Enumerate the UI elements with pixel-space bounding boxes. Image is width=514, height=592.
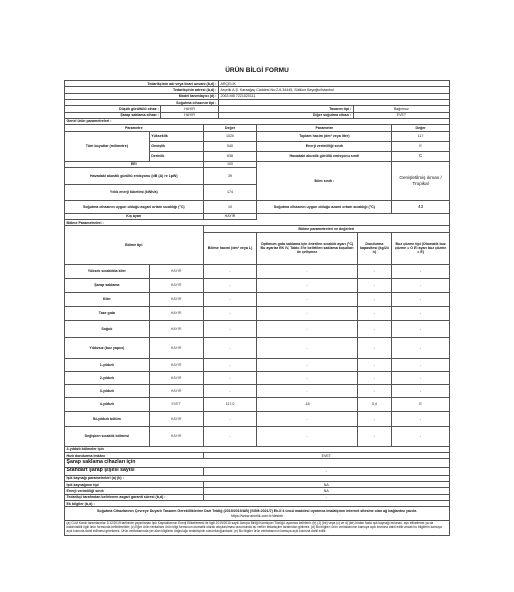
compartment-freeze: - [357,411,392,426]
compartment-defrost: - [392,320,450,337]
height-label: Yükseklik [149,131,203,141]
fast-freeze-label: Hızlı dondurma imkânı [65,453,204,459]
model-value: 2063 MB 7221520111 [219,93,450,99]
compartment-freeze: 3,4 [357,397,392,411]
compartment-freeze: - [357,337,392,358]
compartment-volume: - [203,264,257,278]
compartment-row [65,411,450,426]
regulation-text: Soğutma Cihazlarının Çevreye Duyarlı Tasarım Gerekliliklerine Dair Tebliğ (2019/2019/AB) (SGM:2021/7) Ek-II 4 üncü maddesi uyarınca imalatçının internet sitesine olan ağ bağlantısı yazılır. [96,509,418,514]
compartment-temp: - [257,264,357,278]
height-value: 1020 [203,131,257,141]
footnote: (a) CLM Kanılı tanımlarınlar 1/12/2019 tarihinde yayımlanan Işık Kaynaklarının Enerji Etiketlemesi ile İlgili 2019/2015 sayılı Avrupa Birliği Komisyon Tüzüğü uyarınca belirlenir. (b) (1) (bir) veya (c) ve d) (bir) birden fazla ışık kaynağı bulunan, ayrı etiketleme ya da kaldırılabilir ilgili ürün formunda belirtilmelidir; (c) Eğer ürün veritabanı ürün bilgi formunun otomatik olarak oluşturulması durumunda bu veriler tedarikçiler tarafından girilmez. (d) Bu bilgiler; ürün veritabanının kamuya açık kısmına dahil edilir ancak bu bilgilerin kamuya açık kısmına dahil edilmesi gerekmez. Ürün veritabanında yer alan bilgilerin doğruluğu tedarikçinin sorumluluğundadır. (e) Bu bilgiler ürün veritabanının kamuya açık kısmına dahil edilir. [64,521,450,536]
compartment-present: HAYIR [149,358,203,371]
compartment-freeze: - [357,264,392,278]
compartment-defrost: - [392,384,450,397]
eei-value: 100 [203,161,257,167]
compartment-temp: - [257,306,357,320]
compartment-name: Soğuk [65,320,150,337]
light-type-label: Işık kaynağının tipi [65,482,204,488]
compartment-present: HAYIR [149,278,203,292]
wine-label: Şarap saklama cihazı : [65,112,161,118]
compartment-present: HAYIR [149,337,203,358]
ice-label: Kış ayarı [65,213,204,219]
support-link[interactable]: https://www.arcelik.com.tr/destek [230,514,284,519]
compartment-volume: - [203,358,257,371]
warranty-label: Tedarikçi tarafından belirlenen asgari garanti süresi (b,d) : [65,494,204,500]
compartment-temp: - [257,384,357,397]
bottles-value: - [203,467,449,475]
depth-value: 638 [203,151,257,161]
compartment-defrost: - [392,426,450,446]
compartment-row [65,426,450,446]
general-params-table [64,119,450,220]
supplier-label: Tedarikçinin adı veya ticari unvanı (b,d) : [65,81,219,87]
wine-value: HAYIR [161,112,219,118]
compartment-row [65,384,450,397]
compartments-section-label: Bölme Parametreleri : [65,220,450,226]
compartment-freeze: - [357,278,392,292]
min-temp-label: Soğutma cihazının uygun olduğu asgari ortam sıcaklığı (°C) [65,200,204,213]
light-class-value: NA [203,488,449,494]
ice-value: HAYIR [203,213,257,219]
total-volume-label: Toplam hacim (dm³ veya litre) [257,131,392,141]
param-header-right: Parametre [257,125,392,131]
compartment-defrost: - [392,264,450,278]
noise-class-label: Havadaki akustik gürültü emisyonu sınıfı [257,151,392,161]
compartment-temp: - [257,292,357,306]
bottom-sections-table [64,447,450,522]
compartment-present: HAYIR [149,426,203,446]
star4-section-label: 4-yıldızlı bölmeler için [65,447,450,453]
compartment-freeze: - [357,292,392,306]
type-info-table [64,106,450,119]
opt-temp-header: Optimum gıda saklama için önerilen sıcaklık ayarı (°C) Bu ayarlar EK IV, Tablo 3'te belirtilen saklama koşulları ile çelişmez [257,232,357,264]
low-noise-label: Düşük gürültülü cihaz : [65,106,161,112]
compartment-name: Yüksek sıcaklıkta kiler [65,264,150,278]
compartment-volume: - [203,426,257,446]
general-section-label: Genel ürün parametreleri : [65,119,450,125]
value-header-left: Değer [203,125,257,131]
light-type-value: NA [203,482,449,488]
width-value: 540 [203,141,257,151]
low-noise-value: HAYIR [161,106,219,112]
annual-energy-value: 174 [203,184,257,200]
climate-label: İklim sınıfı : [257,161,392,200]
compartment-volume: - [203,292,257,306]
depth-label: Derinlik [149,151,203,161]
compartment-volume: - [203,306,257,320]
compartment-freeze: - [357,358,392,371]
other-label: Diğer soğutma cihazı : [219,112,354,118]
energy-class-label: Enerji verimliliği sınıfı [257,141,392,151]
noise-class-value: C [392,151,450,161]
compartment-type-header: Bölme tipi [65,226,204,264]
compartment-freeze: - [357,371,392,384]
compartment-row [65,278,450,292]
min-temp-value: 10 [203,200,257,213]
compartment-rows [65,264,450,446]
compartment-freeze: - [357,384,392,397]
compartment-defrost: - [392,278,450,292]
compartment-name: 4-yıldızlı [65,397,150,411]
compartment-defrost: - [392,358,450,371]
param-header-left: Parametre [65,125,204,131]
compartment-name: 3-yıldızlı [65,384,150,397]
address-value: Arçelik A.Ş. Karaağaç Caddesi No:2-6,34445, Sütlüce Beyoğlu/İstanbul [219,87,450,93]
annual-energy-label: Yıllık enerji tüketimi (kWh/a) [65,184,204,200]
freeze-header: Dondurma kapasitesi (kg/24 h) [357,232,392,264]
compartment-present: EVET [149,397,203,411]
warranty-value: - [203,494,449,500]
page-title: ÜRÜN BİLGİ FORMU [225,67,289,74]
compartment-present: HAYIR [149,264,203,278]
compartment-row [65,292,450,306]
supplier-info-table [64,80,450,106]
dimensions-label: Tüm boyutlar (milimetre) [65,131,150,161]
compartment-name: Şarap saklama [65,278,150,292]
compartment-name: Taze gıda [65,306,150,320]
compartment-temp: - [257,411,357,426]
compartment-row [65,306,450,320]
compartment-row [65,320,450,337]
compartment-group-header: Bölme parametreleri ve değerleri [203,226,449,232]
compartment-name: 2-yıldızlı [65,371,150,384]
compartment-present: HAYIR [149,371,203,384]
compartment-row [65,397,450,411]
compartment-name: Değişken sıcaklık bölmesi [65,426,150,446]
compartment-defrost: - [392,371,450,384]
compartment-volume: - [203,371,257,384]
compartment-volume: 117,0 [203,397,257,411]
noise-value: 39 [203,167,257,184]
compartment-temp: - [257,278,357,292]
bottles-label: Standart şarap şişesi sayısı [65,467,204,475]
model-label: Model tanımlayıcı (d) : [65,93,219,99]
extra-info-cell [65,507,450,521]
energy-class-value: E [392,141,450,151]
compartment-row [65,264,450,278]
compartment-temp: - [257,320,357,337]
light-class-label: Enerji verimliliği sınıfı [65,488,204,494]
compartment-name: 1-yıldızlı [65,358,150,371]
compartment-defrost: - [392,306,450,320]
total-volume-value: 117 [392,131,450,141]
light-section-label: Işık kaynağı parametreleri (a) (b) : [65,475,450,481]
supplier-value: ARÇELİK [219,81,450,87]
compartment-defrost: - [392,337,450,358]
value-header-right: Değer [392,125,450,131]
fridge-type-label: Soğutma cihazının tipi : [65,99,219,105]
design-type-label: Tasarım tipi : [219,106,354,112]
compartment-defrost: - [392,411,450,426]
compartment-freeze: - [357,320,392,337]
fast-freeze-value: EVET [203,453,449,459]
fridge-type-value [219,99,450,105]
compartment-temp: - [257,371,357,384]
compartment-temp: - [257,358,357,371]
compartment-row [65,358,450,371]
eei-label: EEI [65,161,204,167]
address-label: Tedarikçinin adresi (b,d) : [65,87,219,93]
compartment-temp: -18 [257,397,357,411]
product-info-sheet [64,80,450,536]
max-temp-label: Soğutma cihazının uygun olduğu azami ortam sıcaklığı (°C) [257,200,392,213]
compartment-defrost: - [392,292,450,306]
compartment-volume: - [203,320,257,337]
compartment-volume: - [203,278,257,292]
compartment-defrost: E [392,397,450,411]
max-temp-value: 43 [392,200,450,213]
compartment-present: HAYIR [149,320,203,337]
compartment-name: Yıldızsız (buz yapıcı) [65,337,150,358]
compartment-temp: - [257,337,357,358]
compartment-name: İki-yıldızlı bölüm [65,411,150,426]
extra-label: Ek bilgiler (b,d) : [65,500,450,506]
compartment-present: HAYIR [149,411,203,426]
compartment-present: HAYIR [149,292,203,306]
design-type-value: Bağımsız [353,106,449,112]
compartment-volume: - [203,384,257,397]
other-value: EVET [353,112,449,118]
compartments-table [64,220,450,447]
climate-value: Genişletilmiş ılıman / Tropikal [392,161,450,200]
compartment-present: HAYIR [149,384,203,397]
compartment-volume: - [203,337,257,358]
compartment-freeze: - [357,306,392,320]
compartment-present: HAYIR [149,306,203,320]
compartment-name: Kiler [65,292,150,306]
compartment-row [65,371,450,384]
width-label: Genişlik [149,141,203,151]
compartment-temp: - [257,426,357,446]
wine-section-label: Şarap saklama cihazları için [65,459,450,467]
compartment-volume: - [203,411,257,426]
volume-header: Bölme hacmi (dm³ veya L) [203,232,257,264]
compartment-freeze: - [357,426,392,446]
noise-label: Havadaki akustik gürültü emisyonu (dB (A) re 1pW) [65,167,204,184]
defrost-header: Buz çözme tipi (Otomatik buz çözme = O El ayarı buz çözme = E) [392,232,450,264]
compartment-row [65,337,450,358]
